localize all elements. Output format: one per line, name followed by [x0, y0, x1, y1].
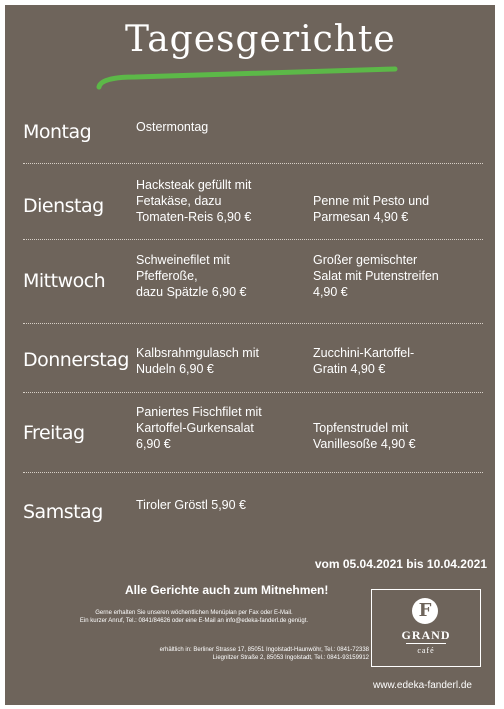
- dish-secondary: Zucchini-Kartoffel- Gratin 4,90 €: [313, 346, 415, 376]
- date-range: vom 05.04.2021 bis 10.04.2021: [314, 557, 487, 571]
- day-label: Donnerstag: [23, 349, 129, 371]
- day-label: Montag: [23, 121, 92, 143]
- day-label: Mittwoch: [23, 270, 106, 292]
- website-url: www.edeka-fanderl.de: [373, 680, 472, 691]
- dish-primary: Paniertes Fischfilet mit Kartoffel-Gurkensalat 6,90 €: [136, 405, 262, 451]
- dish-primary: Ostermontag: [136, 120, 209, 134]
- logo-divider: [406, 643, 446, 644]
- dish-secondary: Penne mit Pesto und Parmesan 4,90 €: [313, 194, 430, 224]
- row-divider: [23, 163, 483, 164]
- title-underline: [95, 65, 405, 95]
- menu-sheet: [5, 5, 495, 705]
- menu-row-freitag: [23, 402, 483, 460]
- logo-name: GRAND: [401, 628, 451, 642]
- dish-primary: Tiroler Gröstl 5,90 €: [136, 498, 246, 512]
- menu-row-donnerstag: [23, 343, 483, 383]
- row-divider: [23, 392, 483, 393]
- dish-secondary: Großer gemischter Salat mit Putenstreifen 4,90 €: [313, 253, 439, 299]
- row-divider: [23, 472, 483, 473]
- page-title: Tagesgerichte: [125, 19, 396, 60]
- fax-email-note: Gerne erhalten Sie unseren wöchentlichen Menüplan per Fax oder E-Mail. Ein kurzer Anruf, Tel.: 0841/84626 oder eine E-Mail an info@edeka-fanderl.de genügt.: [79, 610, 309, 624]
- dish-primary: Schweinefilet mit Pfefferoße, dazu Spätzle 6,90 €: [136, 253, 247, 299]
- row-divider: [23, 239, 483, 240]
- dish-secondary: Topfenstrudel mit Vanillesoße 4,90 €: [313, 421, 416, 451]
- title-block: [95, 15, 405, 95]
- menu-row-dienstag: [23, 175, 483, 233]
- takeaway-notice: Alle Gerichte auch zum Mitnehmen!: [125, 583, 329, 597]
- address-info: erhältlich in: Berliner Strasse 17, 85051 Ingolstadt-Haunwöhr, Tel.: 0841-72338 Liegnitzer Straße 2, 85053 Ingolstadt, Tel.: 0841-93159912: [159, 647, 369, 661]
- day-label: Samstag: [23, 501, 103, 523]
- menu-row-montag: [23, 117, 483, 157]
- logo-f-icon: F: [412, 598, 438, 624]
- day-label: Freitag: [23, 422, 85, 444]
- dish-primary: Hacksteak gefüllt mit Fetakäse, dazu Tomaten-Reis 6,90 €: [136, 178, 252, 224]
- menu-row-mittwoch: [23, 250, 483, 310]
- day-label: Dienstag: [23, 195, 104, 217]
- logo-subtitle: café: [417, 646, 435, 655]
- dish-primary: Kalbsrahmgulasch mit Nudeln 6,90 €: [136, 346, 259, 376]
- row-divider: [23, 323, 483, 324]
- menu-row-samstag: [23, 495, 483, 531]
- grand-cafe-logo: [371, 589, 481, 667]
